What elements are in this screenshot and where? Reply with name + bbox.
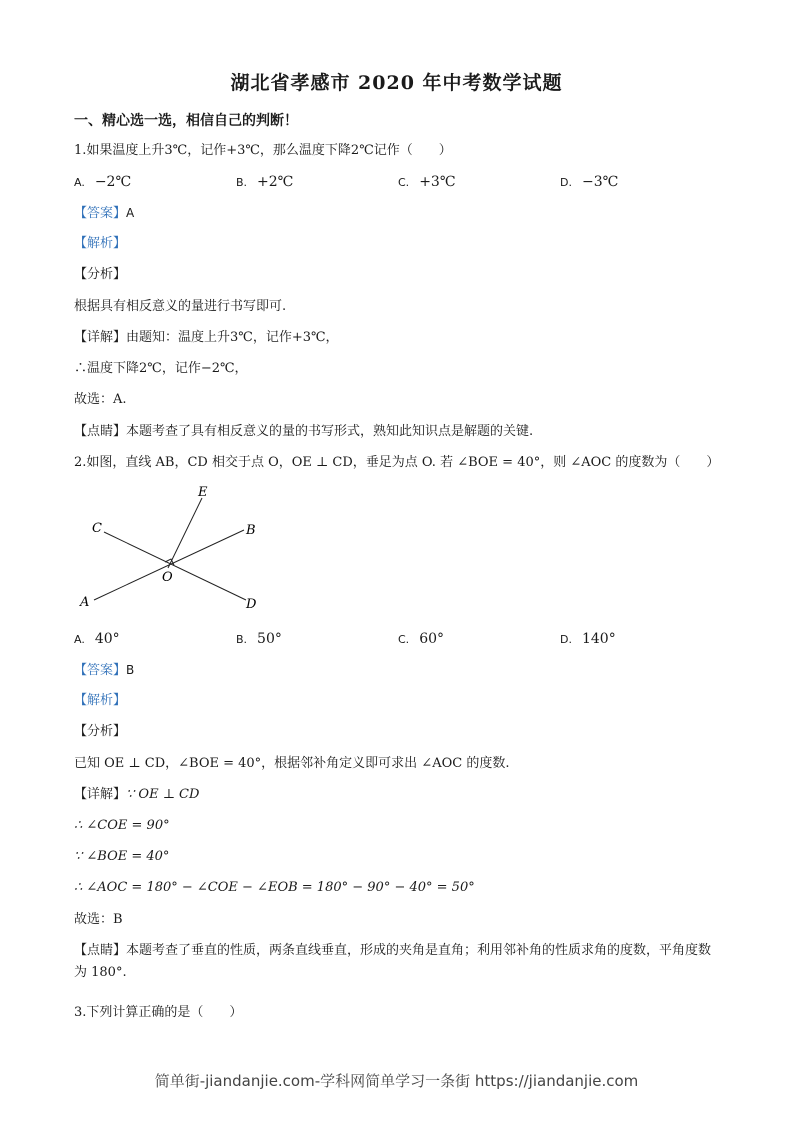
label-o: O <box>162 570 173 585</box>
q1-option-c <box>398 173 456 192</box>
q2-detail-1 <box>74 786 199 804</box>
comment-tag: 【点睛】 <box>74 424 127 439</box>
page-footer: 简单街-jiandanjie.com-学科网简单学习一条街 https://jiandanjie.com <box>154 1072 639 1090</box>
q1-option-d <box>560 173 618 192</box>
option-value: +3℃ <box>419 174 456 190</box>
option-label: A. <box>74 176 85 189</box>
q1-detail-1 <box>74 329 339 347</box>
q2-comment <box>74 940 719 984</box>
option-value: −2℃ <box>94 174 132 190</box>
comment-text: 本题考查了垂直的性质，两条直线垂直，形成的夹角是直角；利用邻补角的性质求角的度数，平角度数为 180°. <box>74 943 712 980</box>
label-d: D <box>246 597 257 612</box>
q1-detail-2: ∴温度下降2℃，记作−2℃， <box>74 361 248 376</box>
q1-option-b <box>236 173 293 192</box>
q1-choose: 故选：A. <box>74 392 127 407</box>
q1-stem: 1.如果温度上升3℃，记作+3℃，那么温度下降2℃记作（ ） <box>74 143 452 158</box>
q2-option-a <box>74 630 120 649</box>
option-value: −3℃ <box>581 174 619 190</box>
label-e: E <box>198 485 208 500</box>
q1-fenxi-tag: 【分析】 <box>74 267 127 282</box>
option-label: B. <box>236 176 248 189</box>
comment-text: 本题考查了具有相反意义的量的书写形式，熟知此知识点是解题的关键. <box>126 424 534 439</box>
option-value: 140° <box>581 631 616 647</box>
q2-option-b <box>236 630 282 649</box>
q2-figure <box>74 482 274 621</box>
answer-tag: 【答案】 <box>74 206 127 221</box>
section-heading: 一、精心选一选，相信自己的判断！ <box>74 113 298 129</box>
q2-answer <box>74 661 134 680</box>
lines-intersection-diagram <box>74 482 274 617</box>
q2-fenxi-tag: 【分析】 <box>74 724 127 739</box>
q2-detail-3: ∵ ∠BOE = 40° <box>74 849 170 864</box>
detail-tag: 【详解】 <box>74 787 127 802</box>
option-value: 40° <box>94 631 120 647</box>
detail-text: 由题知：温度上升3℃，记作+3℃， <box>126 330 339 345</box>
q1-answer <box>74 204 134 223</box>
comment-tag: 【点睛】 <box>74 943 127 958</box>
q2-fenxi-text: 已知 OE ⊥ CD，∠BOE = 40°，根据邻补角定义即可求出 ∠AOC 的度数. <box>74 756 510 771</box>
q2-option-d <box>560 630 616 649</box>
q2-choose: 故选：B <box>74 912 123 927</box>
answer-value: B <box>126 663 135 677</box>
option-label: A. <box>74 633 85 646</box>
option-value: 50° <box>257 631 282 647</box>
page-title: 湖北省孝感市 2020 年中考数学试题 <box>230 72 563 94</box>
detail-tag: 【详解】 <box>74 330 127 345</box>
option-label: D. <box>560 633 572 646</box>
label-a: A <box>80 595 90 610</box>
line-cd <box>104 532 246 600</box>
q1-comment <box>74 423 533 441</box>
q2-option-c <box>398 630 444 649</box>
option-label: C. <box>398 633 410 646</box>
q3-stem: 3.下列计算正确的是（ ） <box>74 1005 243 1020</box>
answer-tag: 【答案】 <box>74 663 127 678</box>
option-label: C. <box>398 176 410 189</box>
q1-analysis-tag: 【解析】 <box>74 236 127 251</box>
q2-detail-2: ∴ ∠COE = 90° <box>74 818 170 833</box>
q1-option-a <box>74 173 131 192</box>
label-b: B <box>246 523 256 538</box>
option-label: D. <box>560 176 572 189</box>
q1-fenxi-text: 根据具有相反意义的量进行书写即可. <box>74 299 287 314</box>
answer-value: A <box>126 206 135 220</box>
option-value: +2℃ <box>257 174 294 190</box>
option-label: B. <box>236 633 248 646</box>
label-c: C <box>92 521 102 536</box>
detail-text: ∵ OE ⊥ CD <box>126 787 200 802</box>
q2-analysis-tag: 【解析】 <box>74 693 127 708</box>
q2-detail-4: ∴ ∠AOC = 180° − ∠COE − ∠EOB = 180° − 90° − 40° = 50° <box>74 880 475 895</box>
q2-stem: 2.如图，直线 AB，CD 相交于点 O，OE ⊥ CD，垂足为点 O. 若 ∠BOE = 40°，则 ∠AOC 的度数为（ ） <box>74 455 720 470</box>
option-value: 60° <box>419 631 445 647</box>
